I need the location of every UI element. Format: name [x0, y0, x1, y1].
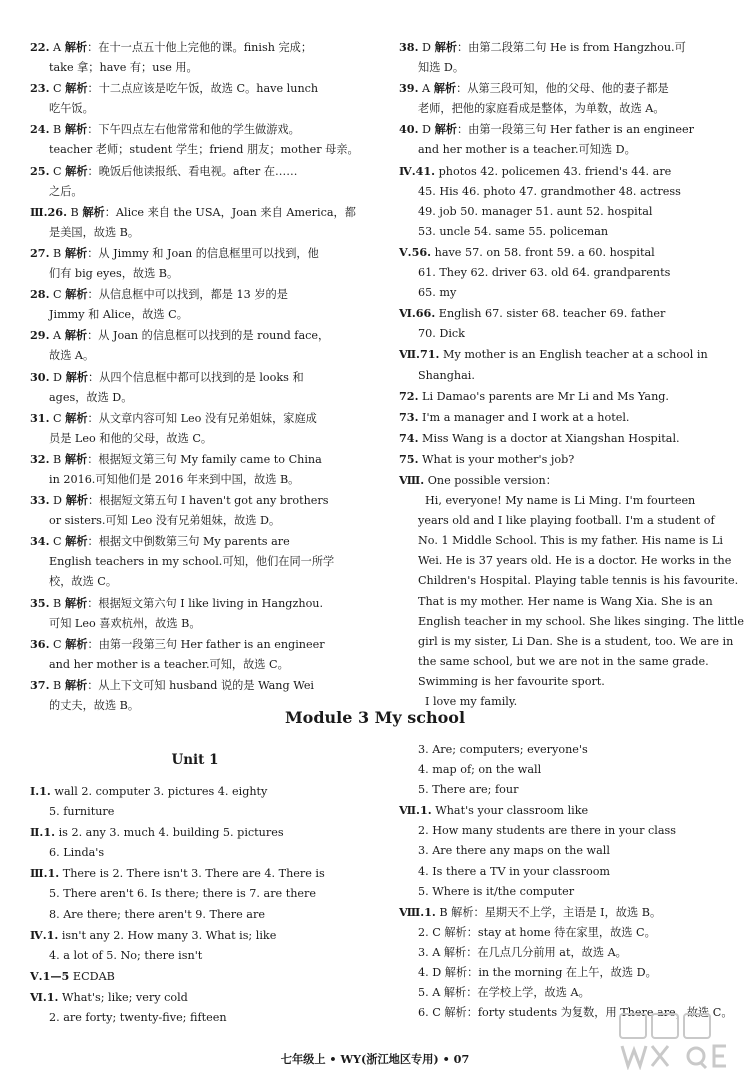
analysis-label: 解析: [65, 81, 88, 96]
answer-line: [30, 37, 360, 58]
answer-text: 4. a lot of 5. No; there isn't: [49, 948, 203, 962]
essay-line: girl is my sister, Li Dan. She is a student, too. We are in: [418, 634, 734, 648]
essay-line: That is my mother. Her name is Wang Xia. She is an: [418, 594, 713, 608]
answer-letter: C: [53, 164, 62, 178]
item-number: 32.: [30, 451, 50, 466]
answer-line: [30, 388, 360, 408]
answer-text: ：从上下文可知 husband 说的是 Wang Wei: [87, 678, 315, 692]
right-column: [399, 37, 745, 712]
answer-line: [30, 408, 360, 429]
answer-text: 6. C 解析：forty students 为复数，用 There are，故选 C。: [418, 1006, 733, 1020]
item-number: Ⅳ.41.: [399, 163, 436, 178]
answer-text: 5. There are; four: [418, 783, 519, 797]
answer-continuation: 老师，把他的家庭看成是整体，为单数，故选 A。: [418, 102, 665, 116]
answer-continuation: 故选 A。: [49, 349, 95, 363]
item-number: 24.: [30, 122, 50, 137]
item-number: 25.: [30, 163, 50, 178]
analysis-label: 解析: [65, 493, 88, 508]
answer-line: [30, 449, 360, 470]
answer-text: ：从四个信息框中都可以找到的是 looks 和: [87, 370, 304, 384]
answer-line: [30, 223, 360, 243]
answer-text: ：根据短文第三句 My family came to China: [87, 452, 322, 466]
answer-continuation: 校，故选 C。: [49, 575, 118, 589]
answer-line: [399, 386, 721, 407]
answer-text: What's your classroom like: [435, 804, 589, 818]
item-number: 30.: [30, 369, 50, 384]
answer-line: [30, 161, 360, 182]
answer-line: [30, 325, 360, 346]
analysis-label: 解析: [65, 410, 88, 425]
answer-letter: D: [422, 41, 432, 54]
answer-line: [399, 407, 721, 428]
item-number: 40.: [399, 122, 419, 137]
answer-line: [30, 1008, 330, 1028]
answer-text: 3. A 解析：在几点几分前用 at，故选 A。: [418, 945, 627, 959]
answer-line: [30, 634, 360, 655]
item-number: Ⅱ.1.: [30, 825, 56, 840]
answer-letter: B: [53, 246, 62, 260]
answer-line: [30, 655, 360, 675]
item-number: Ⅲ.26.: [30, 204, 67, 219]
answer-continuation: 之后。: [49, 184, 83, 198]
answer-letter: A: [422, 82, 431, 96]
answer-line: [30, 367, 360, 388]
answer-text: ：从 Joan 的信息框可以找到的是 round face，: [87, 329, 330, 343]
answer-text: 2. C 解析：stay at home 待在家里，故选 C。: [418, 925, 656, 939]
answer-continuation: 70. Dick: [418, 327, 465, 341]
item-number: 33.: [30, 493, 50, 508]
answer-line: [30, 429, 360, 449]
item-number: 38.: [399, 40, 419, 54]
answer-text: 8. Are there; there aren't 9. There are: [49, 907, 265, 921]
answer-letter: B: [53, 452, 62, 466]
answer-text: 2. are forty; twenty-five; fifteen: [49, 1011, 227, 1025]
answer-line: [30, 346, 360, 366]
analysis-label: 解析: [64, 328, 88, 343]
analysis-label: 解析: [65, 369, 88, 384]
item-number: Ⅴ.56.: [399, 244, 432, 259]
answer-continuation: 知选 D。: [418, 61, 465, 75]
answer-text: Miss Wang is a doctor at Xiangshan Hospital.: [422, 431, 680, 445]
answer-line: [399, 344, 721, 365]
answer-text: 3. Are; computers; everyone's: [418, 743, 588, 756]
answer-text: ：从文章内容可知 Leo 没有兄弟姐妹，家庭成: [87, 411, 317, 425]
item-number: Ⅴ.1—5: [30, 968, 70, 983]
answer-line: [30, 863, 330, 884]
essay-line: years old and I like playing football. I'm a student of: [418, 514, 715, 528]
analysis-label: 解析: [64, 451, 88, 466]
answer-continuation: 吃午饭。: [49, 102, 94, 116]
answer-letter: B: [53, 596, 62, 610]
answer-line: [399, 263, 721, 283]
answer-line: [399, 780, 721, 800]
item-number: 36.: [30, 636, 50, 651]
analysis-label: 解析: [64, 595, 88, 610]
answer-line: [399, 58, 721, 78]
answer-text: 5. There aren't 6. Is there; there is 7. are there: [49, 887, 317, 901]
answer-text: 5. furniture: [49, 805, 115, 819]
answer-line: [30, 264, 360, 284]
answer-line: [30, 884, 330, 904]
item-number: 35.: [30, 595, 50, 610]
answer-line: [399, 902, 721, 923]
analysis-label: 解析: [434, 122, 457, 137]
answer-continuation: 45. His 46. photo 47. grandmother 48. actress: [418, 184, 681, 198]
analysis-label: 解析: [64, 40, 88, 54]
answer-line: [399, 119, 721, 140]
analysis-label: 解析: [65, 534, 88, 549]
left-column: [30, 37, 360, 716]
item-number: Ⅷ.1.: [399, 904, 436, 919]
item-number: Ⅶ.1.: [399, 803, 432, 818]
answer-line: [399, 821, 721, 841]
analysis-label: 解析: [64, 245, 88, 260]
answer-line: [399, 202, 721, 222]
item-number: 22.: [30, 40, 50, 54]
answer-line: [399, 983, 721, 1003]
answer-line: [30, 802, 330, 822]
answer-text: ：从 Jimmy 和 Joan 的信息框里可以找到，他: [87, 246, 319, 260]
bottom-left-column: [30, 781, 330, 1028]
analysis-label: 解析: [64, 677, 88, 692]
answer-text: 4. D 解析：in the morning 在上午，故选 D。: [418, 966, 657, 980]
item-number: 23.: [30, 81, 50, 96]
answer-line: [399, 222, 721, 242]
answer-text: have 57. on 58. front 59. a 60. hospital: [434, 245, 655, 259]
answer-letter: B: [53, 123, 62, 137]
item-number: 29.: [30, 328, 50, 343]
answer-text: ：下午四点左右他常常和他的学生做游戏。: [87, 123, 300, 137]
essay-line: No. 1 Middle School. This is my father. His name is Li: [418, 534, 723, 548]
page-footer: 七年级上 • WY(浙江地区专用) • 07: [280, 1052, 470, 1066]
item-number: Ⅲ.1.: [30, 866, 60, 881]
answer-continuation: 49. job 50. manager 51. aunt 52. hospital: [418, 204, 653, 218]
answer-continuation: 员是 Leo 和他的父母，故选 C。: [49, 431, 213, 445]
answer-line: [30, 243, 360, 264]
essay-line: Children's Hospital. Playing table tennis is his favourite.: [418, 574, 739, 588]
answer-line: [399, 140, 721, 160]
answer-line: [399, 78, 721, 99]
answer-text: 4. Is there a TV in your classroom: [418, 864, 611, 878]
answer-line: [399, 37, 721, 58]
answer-line: [399, 161, 721, 182]
item-number: 27.: [30, 245, 50, 260]
answer-letter: B: [53, 678, 62, 692]
analysis-label: 解析: [433, 81, 457, 96]
item-number: Ⅶ.71.: [399, 347, 440, 362]
analysis-label: 解析: [82, 204, 105, 219]
answer-line: [30, 905, 330, 925]
answer-letter: D: [422, 123, 432, 137]
answer-line: [399, 283, 721, 303]
item-number: 39.: [399, 81, 419, 96]
answer-line: [30, 987, 330, 1008]
answer-line: [399, 366, 721, 386]
answer-text: ：晚饭后他读报纸、看电视。after 在……: [87, 164, 298, 178]
essay-line: I love my family.: [425, 695, 518, 708]
answer-line: [30, 531, 360, 552]
answer-letter: A: [53, 41, 62, 54]
answer-line: [30, 305, 360, 325]
item-number: 34.: [30, 534, 50, 549]
item-number: Ⅷ.: [399, 472, 425, 487]
answer-continuation: and her mother is a teacher.可知选 D。: [418, 143, 636, 157]
answer-text: is 2. any 3. much 4. building 5. pictures: [58, 826, 284, 840]
answer-continuation: in 2016.可知他们是 2016 年来到中国，故选 B。: [49, 472, 300, 486]
answer-text: ：根据短文第五句 I haven't got any brothers: [87, 494, 329, 508]
answer-line: [30, 490, 360, 511]
answer-text: ：Alice 来自 the USA，Joan 来自 America，都: [104, 205, 356, 219]
answer-line: [30, 781, 330, 802]
answer-text: 6. Linda's: [49, 846, 105, 860]
item-number: Ⅵ.66.: [399, 306, 436, 321]
essay-line: Swimming is her favourite sport.: [418, 674, 605, 688]
item-number: 72.: [399, 388, 419, 403]
answer-line: [399, 303, 721, 324]
analysis-label: 解析: [65, 287, 88, 302]
answer-line: [30, 202, 360, 223]
essay-line: English teacher in my school. She likes singing. The little: [418, 614, 745, 628]
answer-line: [30, 593, 360, 614]
answer-text: I'm a manager and I work at a hotel.: [422, 410, 630, 424]
item-number: Ⅳ.1.: [30, 927, 59, 942]
essay-line: the same school, but we are not in the same grade.: [418, 654, 709, 668]
answer-line: [399, 963, 721, 983]
answer-letter: C: [53, 82, 62, 96]
answer-continuation: 53. uncle 54. same 55. policeman: [418, 224, 609, 238]
answer-line: [399, 242, 721, 263]
answer-text: There is 2. There isn't 3. There are 4. There is: [62, 867, 325, 881]
answer-text: 2. How many students are there in your class: [418, 824, 676, 838]
answer-line: [30, 925, 330, 946]
answer-text: My mother is an English teacher at a school in: [442, 348, 708, 362]
answer-line: [399, 923, 721, 943]
answer-text: ：根据文中倒数第三句 My parents are: [87, 535, 290, 549]
answer-continuation: 可知 Leo 喜欢杭州，故选 B。: [49, 616, 201, 630]
answer-line: [30, 843, 330, 863]
essay-line: Hi, everyone! My name is Li Ming. I'm fourteen: [425, 494, 696, 508]
answer-continuation: Jimmy 和 Alice，故选 C。: [49, 308, 188, 322]
answer-line: [30, 614, 360, 634]
item-number: 73.: [399, 409, 419, 424]
answer-continuation: 61. They 62. driver 63. old 64. grandparents: [418, 266, 671, 280]
answer-letter: B: [70, 205, 79, 219]
answer-line: [399, 470, 721, 491]
item-number: 75.: [399, 451, 419, 466]
item-number: 28.: [30, 287, 50, 302]
bottom-right-column: [399, 740, 733, 1023]
answer-line: [30, 946, 330, 966]
answer-text: ：十二点应该是吃午饭，故选 C。have lunch: [87, 82, 319, 96]
answer-text: 4. map of; on the wall: [418, 763, 542, 777]
answer-line: [399, 841, 721, 861]
answer-letter: C: [53, 637, 62, 651]
answer-line: [399, 449, 721, 470]
answer-line: [30, 572, 360, 592]
answer-line: [30, 470, 360, 490]
answer-letter: C: [53, 288, 62, 302]
answer-text: ：从信息框中可以找到，都是 13 岁的是: [87, 288, 288, 302]
answer-text: ：在十一点五十他上完他的课。finish 完成；: [87, 41, 313, 54]
answer-line: [399, 428, 721, 449]
answer-line: [30, 966, 330, 987]
answer-line: [399, 99, 721, 119]
answer-text: ：由第一段第三句 Her father is an engineer: [456, 123, 695, 137]
answer-text: wall 2. computer 3. pictures 4. eighty: [54, 785, 268, 798]
answer-line: [30, 822, 330, 843]
answer-continuation: 65. my: [418, 286, 457, 300]
item-number: 74.: [399, 430, 419, 445]
answer-line: [399, 324, 721, 344]
answer-line: [399, 182, 721, 202]
answer-letter: A: [53, 329, 62, 343]
answer-line: [30, 284, 360, 305]
answer-line: [399, 943, 721, 963]
answer-text: 3. Are there any maps on the wall: [418, 844, 610, 858]
answer-line: [30, 119, 360, 140]
answer-text: ：由第二段第二句 He is from Hangzhou.可: [456, 41, 686, 54]
answer-text: What is your mother's job?: [422, 452, 575, 466]
unit-title: Unit 1: [171, 752, 219, 768]
answer-line: [399, 862, 721, 882]
answer-line: [399, 882, 721, 902]
answer-continuation: Shanghai.: [418, 368, 475, 382]
answer-continuation: ages，故选 D。: [49, 390, 133, 404]
answer-continuation: English teachers in my school.可知，他们在同一所学: [49, 555, 335, 569]
answer-line: [30, 182, 360, 202]
answer-text: ：根据短文第六句 I like living in Hangzhou.: [87, 596, 324, 610]
answer-text: photos 42. policemen 43. friend's 44. are: [438, 164, 672, 178]
answer-line: [30, 552, 360, 572]
answer-continuation: 们有 big eyes，故选 B。: [49, 267, 179, 281]
watermark-logo: [614, 1010, 734, 1070]
answer-letter: C: [53, 535, 62, 549]
answer-text: ：从第三段可知，他的父母、他的妻子都是: [456, 82, 669, 96]
analysis-label: 解析: [65, 163, 88, 178]
answer-continuation: teacher 老师；student 学生；friend 朋友；mother 母亲。: [49, 143, 359, 157]
item-number: 31.: [30, 410, 50, 425]
answer-line: [30, 140, 360, 160]
answer-text: What's; like; very cold: [62, 990, 188, 1004]
answer-text: 5. A 解析：在学校上学，故选 A。: [418, 986, 590, 1000]
answer-text: English 67. sister 68. teacher 69. father: [438, 307, 666, 321]
item-number: 37.: [30, 677, 50, 692]
answer-letter: D: [53, 370, 63, 384]
answer-text: ：由第一段第三句 Her father is an engineer: [87, 637, 325, 651]
answer-line: [30, 511, 360, 531]
essay-line: Wei. He is 37 years old. He is a doctor. He works in the: [418, 554, 732, 568]
answer-text: One possible version：: [427, 473, 557, 487]
answer-line: [399, 800, 721, 821]
answer-text: 5. Where is it/the computer: [418, 884, 575, 898]
answer-letter: C: [53, 411, 62, 425]
analysis-label: 解析: [65, 636, 88, 651]
answer-text: isn't any 2. How many 3. What is; like: [61, 928, 277, 942]
answer-line: [30, 78, 360, 99]
answer-letter: D: [53, 494, 63, 508]
analysis-label: 解析: [434, 40, 457, 54]
item-number: Ⅵ.1.: [30, 989, 59, 1004]
answer-text: Li Damao's parents are Mr Li and Ms Yang.: [422, 389, 669, 403]
answer-continuation: 的丈夫，故选 B。: [49, 699, 140, 712]
analysis-label: 解析: [64, 122, 88, 137]
answer-line: [399, 760, 721, 780]
answer-text: B 解析：星期天不上学，主语是 I，故选 B。: [439, 905, 662, 919]
answer-line: [30, 675, 360, 696]
answer-line: [399, 740, 721, 760]
item-number: Ⅰ.1.: [30, 784, 51, 798]
answer-continuation: and her mother is a teacher.可知，故选 C。: [49, 657, 289, 671]
module-title: Module 3 My school: [284, 708, 466, 727]
answer-line: [30, 99, 360, 119]
answer-line: [30, 58, 360, 78]
answer-continuation: take 拿；have 有；use 用。: [49, 61, 198, 75]
answer-continuation: 是美国，故选 B。: [49, 225, 140, 239]
answer-continuation: or sisters.可知 Leo 没有兄弟姐妹，故选 D。: [49, 514, 281, 528]
answer-text: ECDAB: [72, 969, 115, 983]
